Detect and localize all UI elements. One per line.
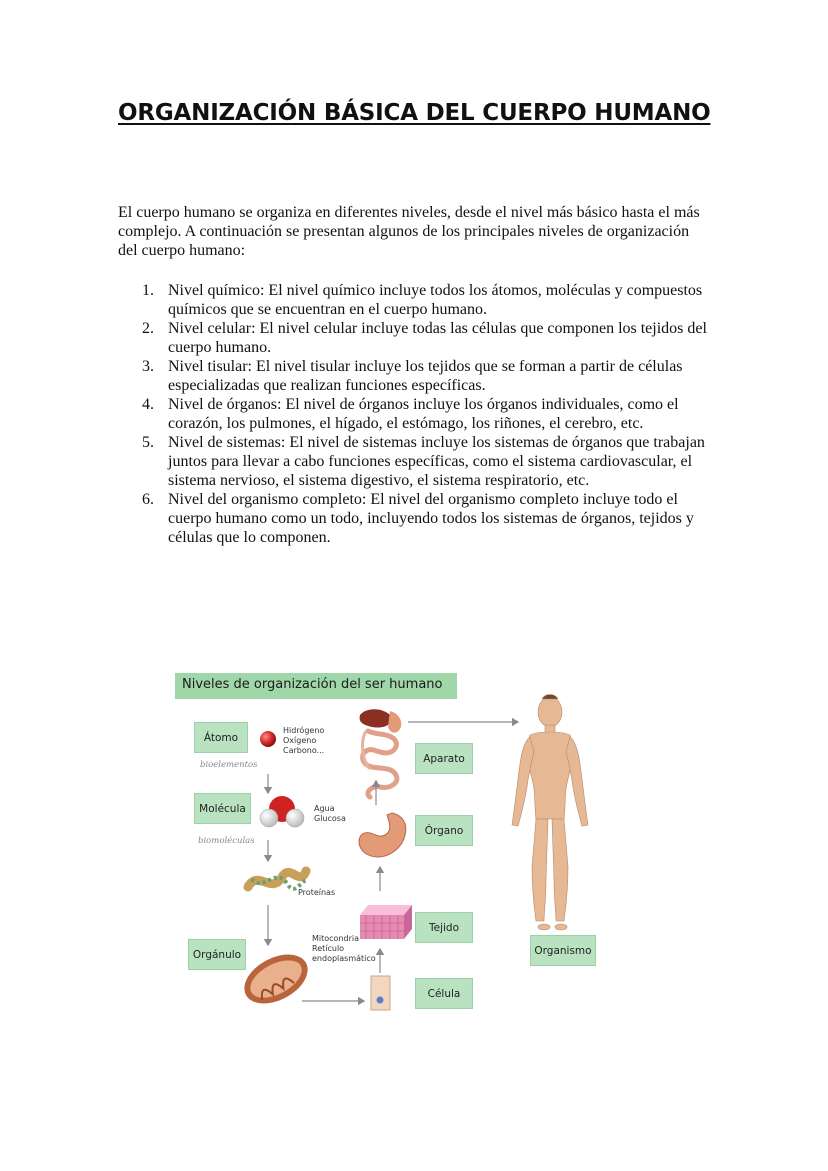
caption-line: Agua [314,804,335,813]
list-item [118,433,713,490]
list-item-number: 4. [142,396,154,413]
organization-levels-figure [172,665,622,1025]
box-organo: Órgano [415,815,473,846]
page-title: ORGANIZACIÓN BÁSICA DEL CUERPO HUMANO [118,100,711,126]
list-item-number: 1. [142,282,154,299]
list-item [118,319,713,357]
note-biomoleculas: biomoléculas [198,836,255,846]
list-item [118,490,713,547]
box-organismo: Organismo [530,935,596,966]
box-organulo: Orgánulo [188,939,246,970]
box-molecula: Molécula [194,793,251,824]
levels-list [118,281,713,547]
note-bioelementos: bioelementos [200,760,258,770]
list-item [118,357,713,395]
box-aparato: Aparato [415,743,473,774]
caption-organelle [312,934,376,964]
box-tejido: Tejido [415,912,473,943]
caption-line: Glucosa [314,814,346,823]
caption-line: Retículo [312,944,345,953]
caption-line: Carbono... [283,746,325,755]
list-item-number: 6. [142,491,154,508]
water-molecule-icon [260,796,304,827]
caption-line: Oxígeno [283,736,317,745]
human-body-icon [512,695,588,931]
protein-icon [248,871,308,889]
stomach-icon [359,813,406,857]
figure-title: Niveles de organización del ser humano [182,677,443,692]
list-item [118,395,713,433]
list-item-text: Nivel tisular: El nivel tisular incluye los tejidos que se forman a partir de células especializadas que realizan funciones específicas. [168,358,683,394]
caption-line: endoplasmático [312,954,376,963]
list-item-number: 5. [142,434,154,451]
list-item-text: Nivel del organismo completo: El nivel del organismo completo incluye todo el cuerpo humano como un todo, incluyendo todos los sistemas de órganos, tejidos y células que lo componen. [168,491,694,546]
cell-icon [371,976,390,1010]
list-item-number: 2. [142,320,154,337]
caption-molecule [314,804,346,824]
caption-line: Hidrógeno [283,726,325,735]
intro-paragraph: El cuerpo humano se organiza en diferentes niveles, desde el nivel más básico hasta el más complejo. A continuación se presentan algunos de los principales niveles de organización del cuerpo humano: [118,204,700,259]
mitochondria-icon [236,944,316,1013]
list-item-text: Nivel de órganos: El nivel de órganos incluye los órganos individuales, como el corazón, los pulmones, el hígado, el estómago, los riñones, el cerebro, etc. [168,396,679,432]
list-item-text: Nivel celular: El nivel celular incluye todas las células que componen los tejidos del cuerpo humano. [168,320,707,356]
caption-atom [283,726,324,756]
atom-icon [260,731,276,747]
digestive-system-icon [360,709,402,797]
box-atomo: Átomo [194,722,248,753]
list-item [118,281,713,319]
caption-line: Mitocondria [312,934,360,943]
caption-proteinas: Proteínas [298,888,336,897]
list-item-text: Nivel de sistemas: El nivel de sistemas incluye los sistemas de órganos que trabajan juntos para llevar a cabo funciones específicas, como el sistema cardiovascular, el sistema nervioso, el sistema digestivo, el sistema respiratorio, etc. [168,434,705,489]
box-celula: Célula [415,978,473,1009]
list-item-number: 3. [142,358,154,375]
list-item-text: Nivel químico: El nivel químico incluye todos los átomos, moléculas y compuestos químicos que se encuentran en el cuerpo humano. [168,282,703,318]
